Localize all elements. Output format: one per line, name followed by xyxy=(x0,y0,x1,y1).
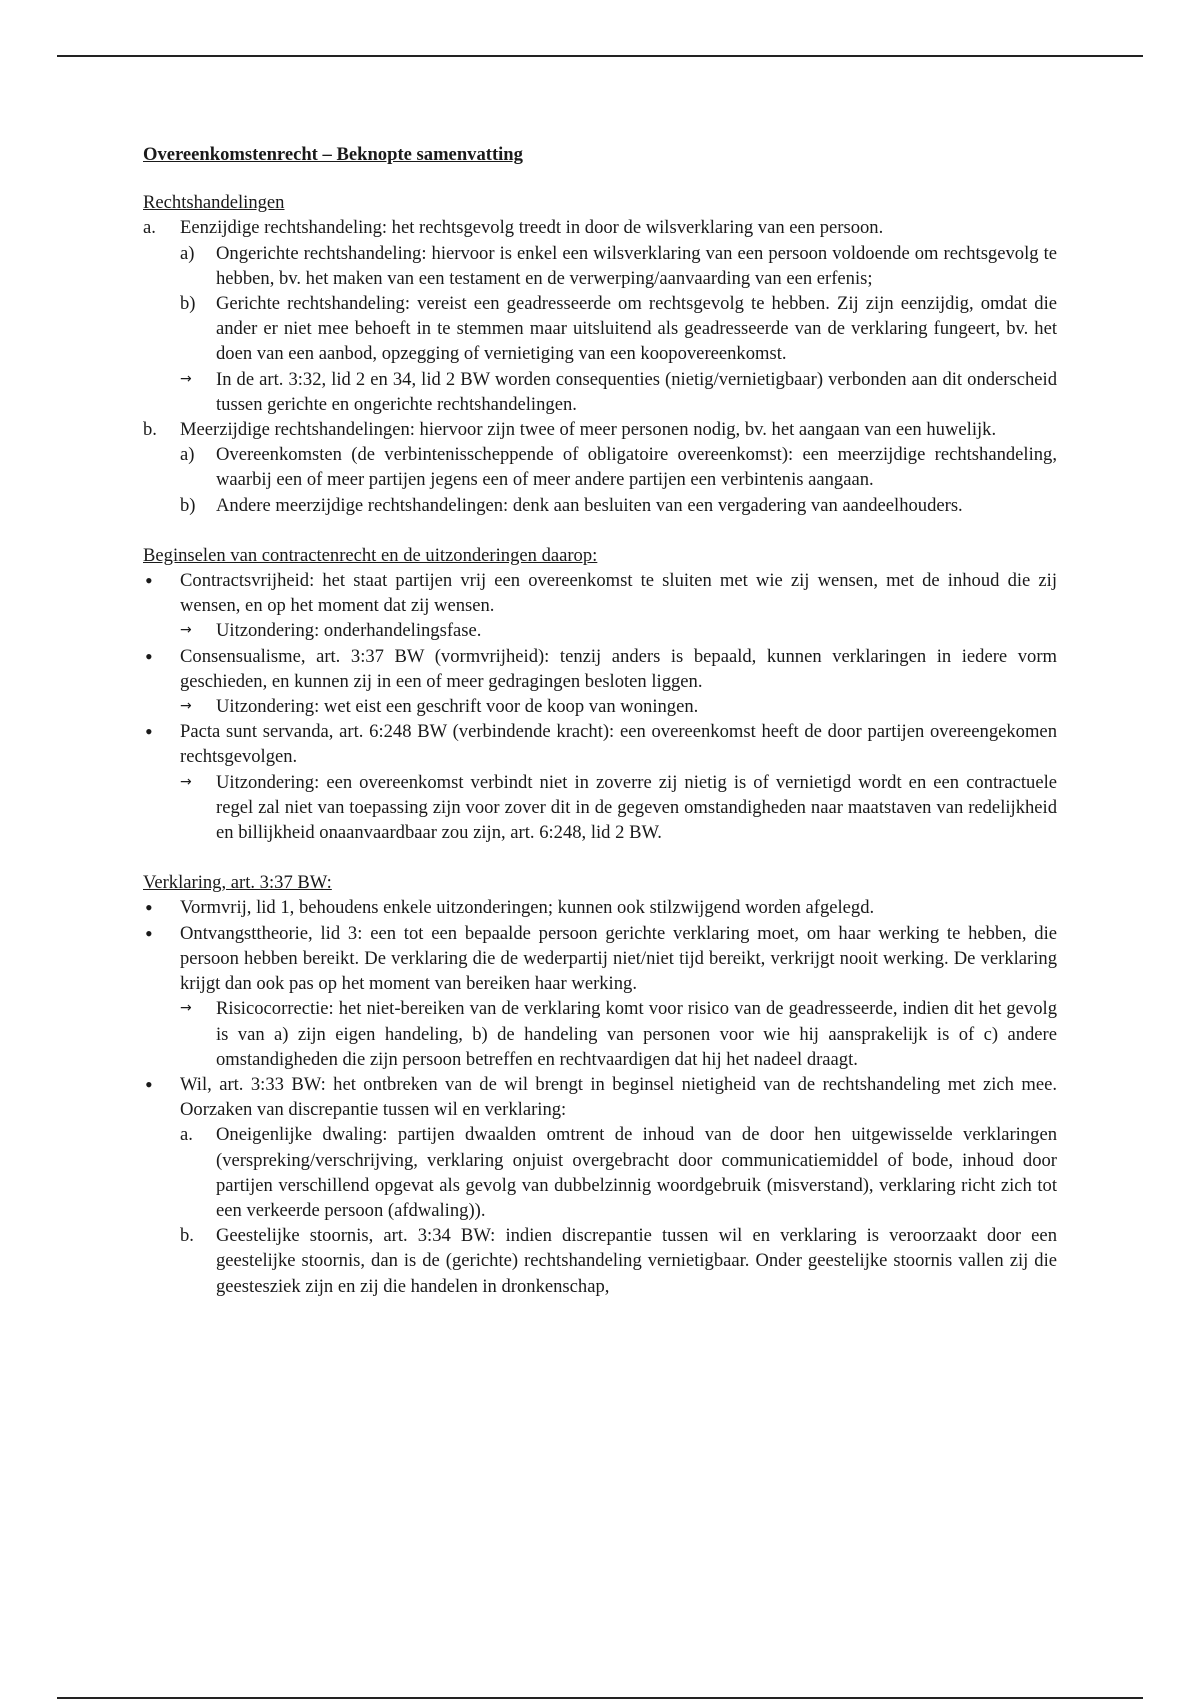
list-marker: a. xyxy=(143,217,156,239)
section-heading-verklaring: Verklaring, art. 3:37 BW: xyxy=(143,872,332,894)
list-item-text: Uitzondering: wet eist een geschrift voor de koop van woningen. xyxy=(216,696,699,718)
list-item xyxy=(143,442,1057,492)
list-item-text: Contractsvrijheid: het staat partijen vrij een overeenkomst te sluiten met wie zij wensen, met de inhoud die zij wensen, en op het moment dat zij wensen. xyxy=(180,570,1057,617)
list-item xyxy=(143,996,1057,1072)
list-marker: a) xyxy=(180,444,195,466)
list-item-text: Uitzondering: een overeenkomst verbindt niet in zoverre zij nietig is of vernietigd wordt en een contractuele regel zal niet van toepassing zijn voor zover dit in de gegeven omstandigheden naar maatstaven van redelijkheid en billijkheid onaanvaardbaar zou zijn, art. 6:248, lid 2 BW. xyxy=(216,771,1057,844)
list-item-text: Gerichte rechtshandeling: vereist een geadresseerde om rechtsgevolg te hebben. Zij zijn eenzijdig, omdat die ander er niet mee behoeft in te stemmen maar uitsluitend als geadresseerde van de verklaring fungeert, bv. het doen van een aanbod, opzegging of vernietiging van een koopovereenkomst. xyxy=(216,293,1057,365)
arrow-icon: → xyxy=(180,1000,192,1017)
bullet-icon: • xyxy=(145,920,153,946)
list-item xyxy=(143,770,1057,846)
list-item-text: Oneigenlijke dwaling: partijen dwaalden omtrent de inhoud van de door hen uitgewisselde verklaringen (verspreking/verschrijving, verklaring onjuist overgebracht door communicatiemiddel of bode, inhoud door partijen verschillend opgevat als gevolg van dubbelzinnig woordgebruik (misverstand), verklaring richt zich tot een verkeerde persoon (afdwaling)). xyxy=(216,1124,1057,1221)
list-marker: a. xyxy=(180,1124,193,1146)
list-item xyxy=(143,921,1057,997)
list-item xyxy=(143,291,1057,367)
bullet-icon: • xyxy=(145,719,153,745)
list-item-text: Geestelijke stoornis, art. 3:34 BW: indien discrepantie tussen wil en verklaring is veroorzaakt door een geestelijke stoornis, dan is de (gerichte) rechtshandeling vernietigbaar. Onder geestelijke stoornis vallen zij die geestesziek zijn en zij die handelen in dronkenschap, xyxy=(216,1225,1057,1297)
list-item-text: Ontvangsttheorie, lid 3: een tot een bepaalde persoon gerichte verklaring moet, om haar werking te hebben, die persoon hebben bereikt. De verklaring die de wederpartij niet/niet tijd bereikt, verkrijgt nooit werking. De verklaring krijgt dan ook pas op het moment van bereiken haar werking. xyxy=(180,922,1057,995)
list-marker: b. xyxy=(180,1225,194,1247)
list-marker: b) xyxy=(180,293,196,315)
list-item-text: Vormvrij, lid 1, behoudens enkele uitzonderingen; kunnen ook stilzwijgend worden afgelegd. xyxy=(180,897,875,919)
list-item-text: Wil, art. 3:33 BW: het ontbreken van de wil brengt in beginsel nietigheid van de rechtshandeling met zich mee. Oorzaken van discrepantie tussen wil en verklaring: xyxy=(180,1073,1057,1121)
document-title: Overeenkomstenrecht – Beknopte samenvatting xyxy=(143,144,523,165)
list-marker: a) xyxy=(180,242,195,264)
list-item-text: Andere meerzijdige rechtshandelingen: denk aan besluiten van een vergadering van aandeelhouders. xyxy=(216,494,963,516)
list-item xyxy=(143,568,1057,618)
document-page xyxy=(143,142,1057,1299)
list-item xyxy=(143,644,1057,694)
list-item-text: Uitzondering: onderhandelingsfase. xyxy=(216,620,482,642)
list-item-text: Meerzijdige rechtshandelingen: hiervoor zijn twee of meer personen nodig, bv. het aangaan van een huwelijk. xyxy=(180,419,997,441)
arrow-icon: → xyxy=(180,698,192,715)
list-item xyxy=(143,215,1057,240)
bottom-rule xyxy=(57,1697,1143,1699)
list-marker: b. xyxy=(143,419,157,441)
arrow-icon: → xyxy=(180,370,192,387)
list-item-text: Consensualisme, art. 3:37 BW (vormvrijheid): tenzij anders is bepaald, kunnen verklaringen in iedere vorm geschieden, en kunnen zij in een of meer gedragingen besloten liggen. xyxy=(180,645,1057,692)
list-item xyxy=(143,417,1057,442)
arrow-icon: → xyxy=(180,622,192,639)
list-item xyxy=(143,493,1057,518)
bullet-icon: • xyxy=(145,1071,153,1097)
list-item xyxy=(143,1122,1057,1223)
list-item xyxy=(143,241,1057,291)
list-item-text: Risicocorrectie: het niet-bereiken van de verklaring komt voor risico van de geadresseerde, indien dit het gevolg is van a) zijn eigen handeling, b) de handeling van personen voor wie hij aansprakelijk is of c) andere omstandigheden die zijn persoon betreffen en rechtvaardigen dat hij het nadeel draagt. xyxy=(216,998,1057,1070)
list-item xyxy=(143,1223,1057,1299)
arrow-icon: → xyxy=(180,773,192,790)
bullet-icon: • xyxy=(145,895,153,921)
list-item-text: Eenzijdige rechtshandeling: het rechtsgevolg treedt in door de wilsverklaring van een persoon. xyxy=(180,217,884,239)
top-rule xyxy=(57,55,1143,57)
list-item-text: Ongerichte rechtshandeling: hiervoor is enkel een wilsverklaring van een persoon voldoende om rechtsgevolg te hebben, bv. het maken van een testament en de verwerping/aanvaarding van een erfenis; xyxy=(216,242,1057,289)
list-item xyxy=(143,694,1057,719)
list-item xyxy=(143,367,1057,417)
list-item xyxy=(143,719,1057,769)
list-item-text: Overeenkomsten (de verbintenisscheppende of obligatoire overeenkomst): een meerzijdige rechtshandeling, waarbij een of meer partijen jegens een of meer andere partijen een verbintenis aangaan. xyxy=(216,444,1057,491)
bullet-icon: • xyxy=(145,643,153,669)
section-heading-beginselen: Beginselen van contractenrecht en de uitzonderingen daarop: xyxy=(143,544,598,566)
list-item-text: In de art. 3:32, lid 2 en 34, lid 2 BW worden consequenties (nietig/vernietigbaar) verbonden aan dit onderscheid tussen gerichte en ongerichte rechtshandelingen. xyxy=(216,368,1057,415)
section-heading-rechtshandelingen: Rechtshandelingen xyxy=(143,192,285,214)
list-item xyxy=(143,1072,1057,1122)
list-item xyxy=(143,895,1057,920)
list-marker: b) xyxy=(180,494,196,516)
list-item xyxy=(143,618,1057,643)
list-item-text: Pacta sunt servanda, art. 6:248 BW (verbindende kracht): een overeenkomst heeft de door partijen overeengekomen rechtsgevolgen. xyxy=(180,721,1057,768)
bullet-icon: • xyxy=(145,568,153,594)
